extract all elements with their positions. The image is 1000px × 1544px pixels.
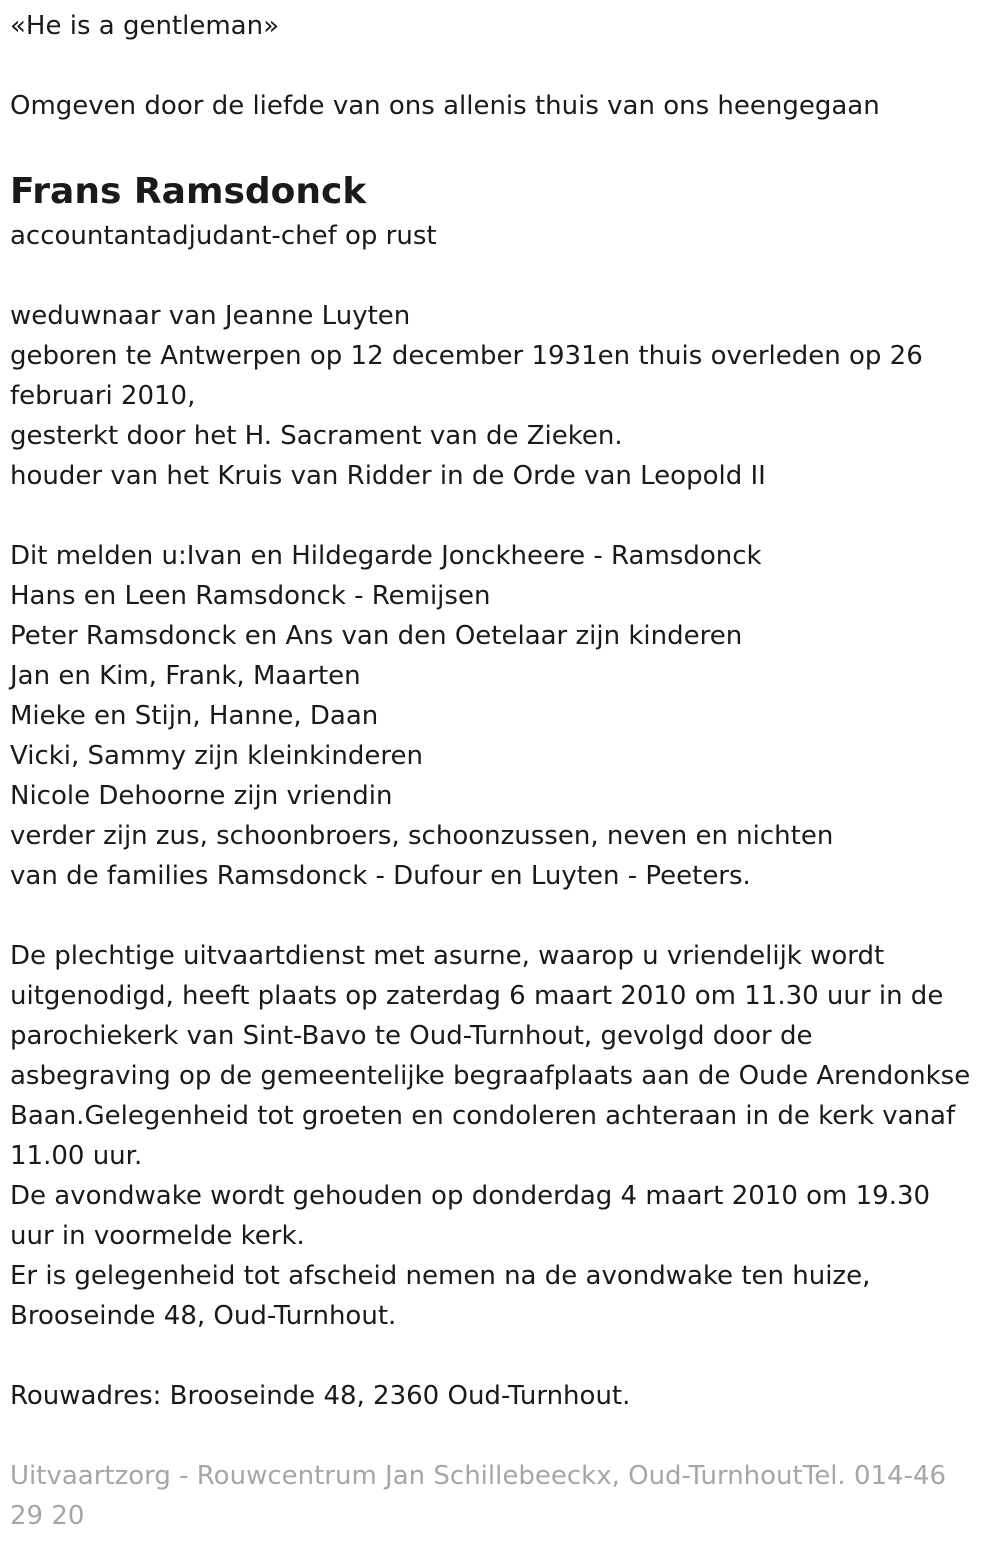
ceremony-line: Baan.Gelegenheid tot groeten en condoleren achteraan in de kerk vanaf (10, 1101, 956, 1131)
funeral-home-line: Uitvaartzorg - Rouwcentrum Jan Schillebeeckx, Oud-TurnhoutTel. 014-46 (10, 1461, 947, 1491)
ceremony-line: 11.00 uur. (10, 1141, 143, 1171)
sacrament-line: gesterkt door het H. Sacrament van de Zieken. (10, 421, 623, 451)
deceased-title: accountantadjudant-chef op rust (10, 221, 437, 251)
announcer-line: van de families Ramsdonck - Dufour en Luyten - Peeters. (10, 861, 751, 891)
spacer (10, 1416, 990, 1456)
intro-sentence: Omgeven door de liefde van ons allenis thuis van ons heengegaan (10, 91, 880, 121)
announcers-section (10, 536, 990, 896)
deceased-name: Frans Ramsdonck (10, 171, 367, 212)
spacer (10, 496, 990, 536)
honour-line: houder van het Kruis van Ridder in de Orde van Leopold II (10, 461, 766, 491)
announcer-line: verder zijn zus, schoonbroers, schoonzussen, neven en nichten (10, 821, 834, 851)
ceremony-line: De plechtige uitvaartdienst met asurne, waarop u vriendelijk wordt (10, 941, 885, 971)
ceremony-section (10, 936, 990, 1336)
announcer-line: Nicole Dehoorne zijn vriendin (10, 781, 393, 811)
announcer-line: Mieke en Stijn, Hanne, Daan (10, 701, 379, 731)
birth-death-line: geboren te Antwerpen op 12 december 1931en thuis overleden op 26 (10, 341, 923, 371)
spacer (10, 896, 990, 936)
wake-line: uur in voormelde kerk. (10, 1221, 305, 1251)
motto-quote: «He is a gentleman» (10, 11, 279, 41)
spacer (10, 256, 990, 296)
mourning-address: Rouwadres: Brooseinde 48, 2360 Oud-Turnhout. (10, 1381, 631, 1411)
spacer (10, 126, 990, 166)
death-date-line: februari 2010, (10, 381, 196, 411)
ceremony-line: uitgenodigd, heeft plaats op zaterdag 6 maart 2010 om 11.30 uur in de (10, 981, 944, 1011)
farewell-line: Er is gelegenheid tot afscheid nemen na de avondwake ten huize, (10, 1261, 871, 1291)
announcer-line: Dit melden u:Ivan en Hildegarde Jonckheere - Ramsdonck (10, 541, 762, 571)
funeral-home-phone-line: 29 20 (10, 1501, 85, 1531)
announcer-line: Vicki, Sammy zijn kleinkinderen (10, 741, 423, 771)
farewell-line: Brooseinde 48, Oud-Turnhout. (10, 1301, 397, 1331)
announcer-line: Jan en Kim, Frank, Maarten (10, 661, 361, 691)
widower-line: weduwnaar van Jeanne Luyten (10, 301, 411, 331)
announcer-line: Peter Ramsdonck en Ans van den Oetelaar zijn kinderen (10, 621, 743, 651)
spacer (10, 1336, 990, 1376)
announcer-line: Hans en Leen Ramsdonck - Remijsen (10, 581, 491, 611)
ceremony-line: parochiekerk van Sint-Bavo te Oud-Turnhout, gevolgd door de (10, 1021, 813, 1051)
funeral-home-footer (10, 1456, 990, 1536)
ceremony-line: asbegraving op de gemeentelijke begraafplaats aan de Oude Arendonkse (10, 1061, 971, 1091)
wake-line: De avondwake wordt gehouden op donderdag 4 maart 2010 om 19.30 (10, 1181, 931, 1211)
details-section (10, 296, 990, 496)
spacer (10, 46, 990, 86)
